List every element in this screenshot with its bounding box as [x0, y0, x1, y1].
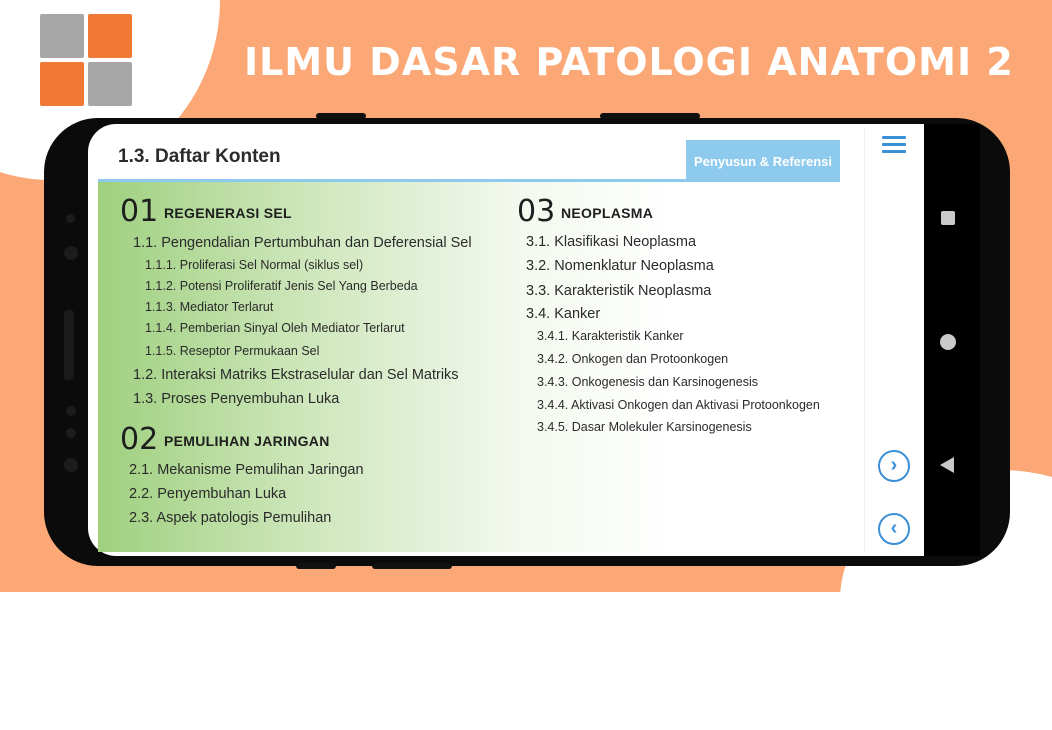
- toc-subitem[interactable]: 3.4.3. Onkogenesis dan Karsinogenesis: [537, 375, 758, 389]
- toc-subitem[interactable]: 1.1.4. Pemberian Sinyal Oleh Mediator Terlarut: [145, 321, 405, 335]
- app-logo: [40, 14, 134, 108]
- phone-side-slot: [64, 310, 74, 380]
- toc-item[interactable]: 3.3. Karakteristik Neoplasma: [526, 283, 712, 299]
- toc-item[interactable]: 1.1. Pengendalian Pertumbuhan dan Deferensial Sel: [133, 235, 472, 251]
- section-title-neoplasma[interactable]: NEOPLASMA: [561, 205, 654, 221]
- side-controls-strip: [864, 128, 925, 552]
- penyusun-referensi-button[interactable]: Penyusun & Referensi: [686, 140, 840, 182]
- logo-square-3: [40, 62, 84, 106]
- recent-apps-icon[interactable]: [941, 211, 955, 225]
- toc-subitem[interactable]: 3.4.5. Dasar Molekuler Karsinogenesis: [537, 420, 752, 434]
- phone-sensor-2: [66, 406, 76, 416]
- section-title-pemulihan-jaringan[interactable]: PEMULIHAN JARINGAN: [164, 433, 330, 449]
- toc-item[interactable]: 1.3. Proses Penyembuhan Luka: [133, 391, 340, 407]
- phone-bottom-button-right: [372, 563, 452, 569]
- toc-subitem[interactable]: 1.1.2. Potensi Proliferatif Jenis Sel Yang Berbeda: [145, 279, 418, 293]
- logo-square-2: [88, 14, 132, 58]
- logo-square-4: [88, 62, 132, 106]
- page-title: 1.3. Daftar Konten: [118, 146, 281, 167]
- toc-item[interactable]: 2.1. Mekanisme Pemulihan Jaringan: [129, 462, 364, 478]
- toc-item[interactable]: 2.2. Penyembuhan Luka: [129, 486, 287, 502]
- back-icon[interactable]: [940, 457, 954, 473]
- section-number: 01: [120, 194, 159, 229]
- hamburger-menu-icon[interactable]: [882, 136, 906, 154]
- toc-subitem[interactable]: 1.1.5. Reseptor Permukaan Sel: [145, 344, 320, 358]
- phone-bottom-button-left: [296, 563, 336, 569]
- toc-subitem[interactable]: 3.4.1. Karakteristik Kanker: [537, 329, 684, 343]
- home-icon[interactable]: [940, 334, 956, 350]
- toc-item[interactable]: 3.4. Kanker: [526, 306, 601, 322]
- toc-subitem[interactable]: 1.1.3. Mediator Terlarut: [145, 300, 274, 314]
- phone-sensor-1: [66, 214, 75, 223]
- phone-top-button-left: [316, 113, 366, 119]
- header-divider: [98, 179, 840, 182]
- toc-subitem[interactable]: 3.4.4. Aktivasi Onkogen dan Aktivasi Protoonkogen: [537, 398, 820, 412]
- phone-sensor-4: [64, 458, 78, 472]
- toc-item[interactable]: 3.1. Klasifikasi Neoplasma: [526, 234, 697, 250]
- section-title-regenerasi-sel[interactable]: REGENERASI SEL: [164, 205, 292, 221]
- banner-title: ILMU DASAR PATOLOGI ANATOMI 2: [244, 40, 1014, 84]
- logo-square-1: [40, 14, 84, 58]
- toc-subitem[interactable]: 1.1.1. Proliferasi Sel Normal (siklus sel): [145, 258, 364, 272]
- section-number: 02: [120, 422, 159, 457]
- toc-subitem[interactable]: 3.4.2. Onkogen dan Protoonkogen: [537, 352, 729, 366]
- section-number: 03: [517, 194, 556, 229]
- toc-item[interactable]: 2.3. Aspek patologis Pemulihan: [129, 510, 332, 526]
- phone-camera: [64, 246, 78, 260]
- toc-item[interactable]: 3.2. Nomenklatur Neoplasma: [526, 258, 714, 274]
- phone-sensor-3: [66, 428, 76, 438]
- phone-top-button-right: [600, 113, 700, 119]
- toc-item[interactable]: 1.2. Interaksi Matriks Ekstraselular dan Sel Matriks: [133, 367, 459, 383]
- chevron-left-circle-icon[interactable]: ‹: [878, 513, 910, 545]
- chevron-right-circle-icon[interactable]: ›: [878, 450, 910, 482]
